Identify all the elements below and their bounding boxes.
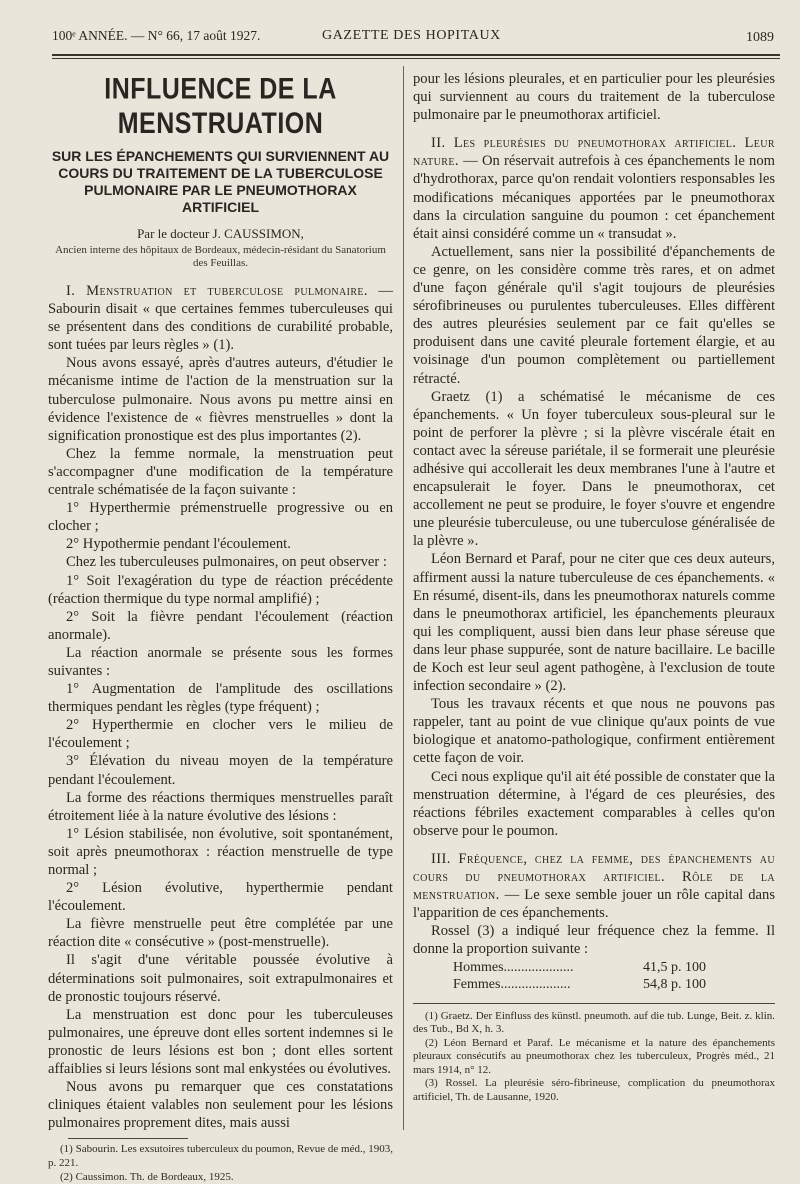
article-title: INFLUENCE DE LA MENSTRUATION <box>104 72 337 141</box>
paragraph: I. Menstruation et tuberculose pulmonaire. — Sabourin disait « que certaines femmes tuberculeuses qui se présentent dans des conditions de curabilité probable, sont tuées par leurs règles » (1). <box>48 283 394 354</box>
table-row-value: 41,5 p. 100 <box>643 959 706 975</box>
column-divider <box>403 66 404 1130</box>
footnote: (3) Rossel. La pleurésie séro-fibrineuse, complication du pneumothorax artificiel, Th. de Lausanne, 1920. <box>413 1077 775 1104</box>
list-item: 2° Hypothermie pendant l'écoulement. <box>66 536 291 553</box>
paragraph: Ceci nous explique qu'il ait été possible de constater que la menstruation détermine, à l'égard de ces pleurésies, des réactions fébriles exactement comparables à celles qu'on observe pour le poumon. <box>413 768 775 839</box>
paragraph: La menstruation est donc pour les tuberculeuses pulmonaires, une épreuve dont elles sortent indemnes si le pronostic de leurs lésions est bon ; dont elles sortent affaiblies si leurs lésions sont mal enkystées ou évolutives. <box>48 1006 393 1078</box>
paragraph: Chez les tuberculeuses pulmonaires, on peut observer : <box>66 554 387 571</box>
paragraph: Actuellement, sans nier la possibilité d'épanchements de ce genre, on les considère comme très rares, et on admet d'une façon générale qu'il s'agit toujours de pleurésies sérofibrineuses ou purulentes tuberculeuses. Elles diffèrent des autres pleurésies seulement par ce fait qu'elles se produisent dans une cavité pleurale fortement élargie, et au voisinage d'un poumon complètement ou partiellement rétracté. <box>413 243 775 387</box>
paragraph: Nous avons pu remarquer que ces constatations cliniques étaient valables non seulement pour les lésions pulmonaires proprement dites, mais aussi <box>48 1079 393 1132</box>
header-rule <box>52 54 780 56</box>
paragraph: III. Fréquence, chez la femme, des épanchements au cours du pneumothorax artificiel. Rôle de la menstruation. — Le sexe semble jouer un rôle capital dans l'apparition de ces épanchements. <box>413 850 775 922</box>
paragraph: Nous avons essayé, après d'autres auteurs, d'étudier le mécanisme intime de l'action de la menstruation sur la tuberculose pulmonaire. Nous avons pu mettre ainsi en évidence l'existence de « fièvres menstruelles » dont la signification pronostique est des plus importantes (2). <box>48 355 393 444</box>
paragraph: La forme des réactions thermiques menstruelles paraît étroitement liée à la nature évolutive des lésions : <box>48 789 393 824</box>
header-rule-thin <box>52 58 780 59</box>
author-affiliation: Ancien interne des hôpitaux de Bordeaux, médecin-résidant du Sanatorium des Feuillas. <box>55 244 386 269</box>
paragraph: Il s'agit d'une véritable poussée évolutive à déterminations soit pulmonaires, soit extrapulmonaires et de pronostic toujours réservé. <box>48 952 393 1005</box>
paragraph: Rossel (3) a indiqué leur fréquence chez la femme. Il donne la proportion suivante : <box>413 923 775 958</box>
footnote: (2) Caussimon. Th. de Bordeaux, 1925. <box>60 1170 234 1183</box>
footnote: (1) Sabourin. Les exsutoires tuberculeux du poumon, Revue de méd., 1903, p. 221. <box>48 1143 393 1169</box>
table-row-value: 54,8 p. 100 <box>643 976 706 992</box>
paragraph: La réaction anormale se présente sous les formes suivantes : <box>48 644 393 679</box>
paragraph: Tous les travaux récents et que nous ne pouvons pas rappeler, tant au point de vue clinique qu'aux points de vue biologique et anatomo-pathologique, confirment entièrement cette façon de voir. <box>413 696 775 767</box>
table-row-label: Hommes.................... <box>453 959 574 975</box>
list-item: 1° Augmentation de l'amplitude des oscillations thermiques pendant les règles (type fréquent) ; <box>48 681 393 716</box>
footnote: (1) Graetz. Der Einfluss des künstl. pneumoth. auf die tub. Lunge, Beit. z. klin. des Tub., Bd X, h. 3. <box>413 1009 775 1036</box>
section-heading: I. Menstruation et tuberculose pulmonaire. <box>66 283 368 299</box>
header-page-number: 1089 <box>746 30 774 45</box>
table-row <box>413 976 775 993</box>
paragraph: Léon Bernard et Paraf, pour ne citer que ces deux auteurs, affirment aussi la nature tuberculeuse de ces épanchements. « En résumé, disent-ils, dans les pneumothorax naturels comme dans le pneumothorax artificiel, les épanchements pleuraux qui les compliquent, aussi bien dans leur phase séreuse que dans leur phase suppurée, sont de nature bacillaire. Le bacille de Koch est leur seul agent pathogène, à l'exclusion de toute infection secondaire » (2). <box>413 551 775 695</box>
article-author: Par le docteur J. CAUSSIMON, <box>137 226 304 241</box>
list-item: 2° Soit la fièvre pendant l'écoulement (réaction anormale). <box>48 608 393 643</box>
paragraph: Chez la femme normale, la menstruation peut s'accompagner d'une modification de la température centrale schématisée de la façon suivante : <box>48 445 393 499</box>
list-item: 3° Élévation du niveau moyen de la température pendant l'écoulement. <box>48 753 393 788</box>
footnote-rule <box>68 1138 188 1139</box>
header-issue: 100ᵉ ANNÉE. — N° 66, 17 août 1927. <box>52 28 261 43</box>
running-header <box>52 28 784 50</box>
paragraph: Graetz (1) a schématisé le mécanisme de ces épanchements. « Un foyer tuberculeux sous-pleural sur le point de perforer la plèvre ; si la plèvre viscérale était en contact avec la séreuse pariétale, il se formerait une pleurésie adhésive qui accollerait les deux membranes l'une à l'autre et encapsulerait le foyer. Dans le pneumothorax, cet accollement ne peut se produire, le foyer s'ouvre et engendre une pleurésie tuberculeuse, ou une tuberculose généralisée de la plèvre ». <box>413 388 775 550</box>
header-journal-title: GAZETTE DES HOPITAUX <box>322 28 501 43</box>
table-row-label: Femmes.................... <box>453 976 571 992</box>
list-item: 2° Hyperthermie en clocher vers le milieu de l'écoulement ; <box>48 717 393 752</box>
paragraph: II. Les pleurésies du pneumothorax artificiel. Leur nature. — On réservait autrefois à ces épanchements le nom d'hydrothorax, parce qu'on rendait volontiers responsables les modifications mécaniques apportées par le pneumothorax dans la circulation sanguine du poumon : cet épanchement était ainsi considéré comme un « transudat ». <box>413 135 775 242</box>
footnote: (2) Léon Bernard et Paraf. Le mécanisme et la nature des épanchements pleuraux consécutifs au pneumothorax chez les tuberculeux, Progrès méd., 21 mars 1914, n° 12. <box>413 1036 775 1076</box>
section-heading: III. Fréquence, chez la femme, des épanchements au cours du pneumothorax artificiel. Rôle de la menstruation. <box>413 850 775 904</box>
list-item: 2° Lésion évolutive, hyperthermie pendant l'écoulement. <box>48 880 393 915</box>
footnote-rule <box>413 1003 775 1004</box>
table-row <box>413 959 775 976</box>
paragraph: pour les lésions pleurales, et en particulier pour les pleurésies qui surviennent au cours du traitement de la tuberculose pulmonaire par le pneumothorax artificiel. <box>413 71 775 124</box>
right-column <box>413 70 775 1105</box>
article-subtitle: SUR LES ÉPANCHEMENTS QUI SURVIENNENT AU COURS DU TRAITEMENT DE LA TUBERCULOSE PULMONAIRE PAR LE PNEUMOTHORAX ARTIFICIEL <box>51 148 390 215</box>
left-column <box>48 70 393 1184</box>
paragraph: La fièvre menstruelle peut être complétée par une réaction dite « consécutive » (post-menstruelle). <box>48 916 393 951</box>
list-item: 1° Hyperthermie prémenstruelle progressive ou en clocher ; <box>48 500 393 535</box>
list-item: 1° Soit l'exagération du type de réaction précédente (réaction thermique du type normal amplifié) ; <box>48 572 393 607</box>
section-heading: II. Les pleurésies du pneumothorax artificiel. Leur nature. <box>413 135 775 170</box>
list-item: 1° Lésion stabilisée, non évolutive, soit spontanément, soit après pneumothorax : réaction menstruelle de type normal ; <box>48 825 393 878</box>
